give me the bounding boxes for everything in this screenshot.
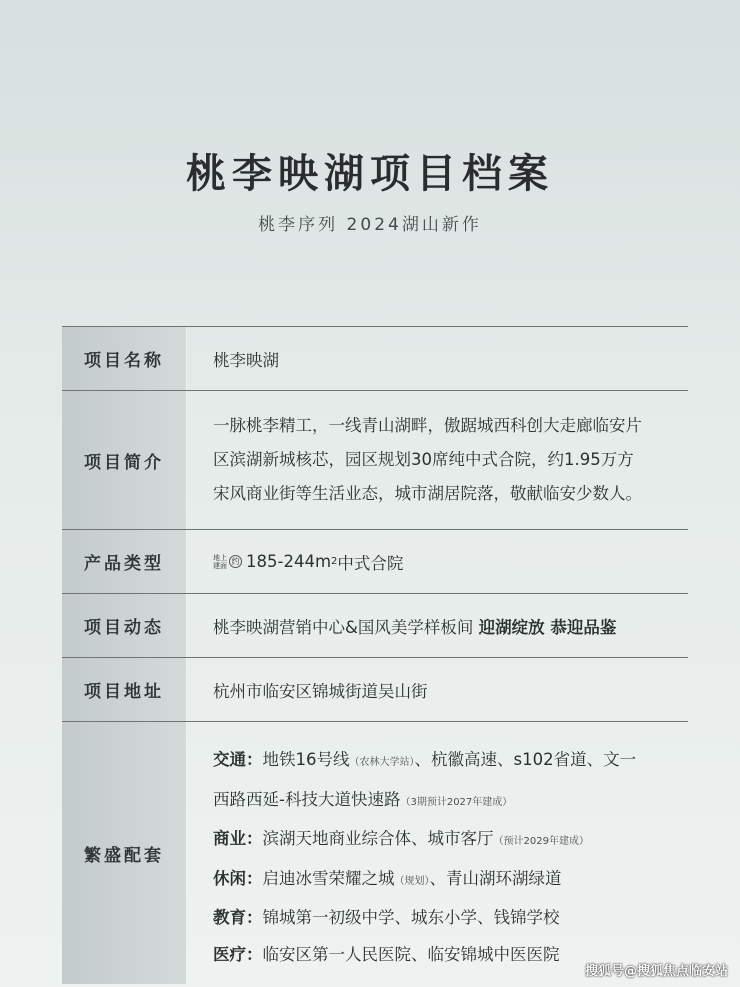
project-profile-table bbox=[62, 326, 688, 984]
intro-line-1: 一脉桃李精工，一线青山湖畔，傲踞城西科创大走廊临安片 bbox=[213, 416, 642, 435]
amenity-education bbox=[213, 900, 636, 937]
tiny-text-bottom: 建面 bbox=[213, 561, 227, 570]
value-project-address: 杭州市临安区锦城街道吴山街 bbox=[213, 681, 428, 701]
label-product-type: 产品类型 bbox=[62, 530, 187, 593]
value-project-news bbox=[187, 594, 688, 657]
tiny-text-top: 地上 bbox=[213, 553, 227, 562]
amenity-key-medical: 医疗： bbox=[213, 944, 263, 964]
area-qualifier bbox=[213, 554, 227, 570]
leisure-greenway: 、青山湖环湖绿道 bbox=[429, 868, 562, 888]
amenity-key-education: 教育： bbox=[213, 908, 263, 927]
traffic-expressway: 西路西延-科技大道快速路 bbox=[213, 789, 401, 809]
page-subtitle: 桃李序列 2024湖山新作 bbox=[258, 215, 482, 235]
label-project-name: 项目名称 bbox=[62, 327, 187, 390]
amenity-key-leisure: 休闲： bbox=[213, 868, 263, 888]
value-product-type bbox=[187, 530, 688, 593]
amenity-medical bbox=[213, 937, 636, 974]
area-range: 185-244m bbox=[246, 552, 332, 571]
value-project-name: 桃李映湖 bbox=[213, 350, 279, 370]
medical-text: 临安区第一人民医院、临安锦城中医医院 bbox=[262, 944, 560, 964]
amenity-commerce bbox=[213, 821, 636, 861]
news-highlight: 迎湖绽放 恭迎品鉴 bbox=[478, 617, 617, 637]
label-project-intro: 项目简介 bbox=[62, 391, 187, 529]
leisure-ice-city: 启迪冰雪荣耀之城 bbox=[262, 868, 395, 888]
leisure-note: （规划） bbox=[394, 875, 430, 887]
row-project-news bbox=[62, 593, 688, 657]
value-amenities bbox=[187, 722, 688, 984]
intro-line-3: 宋风商业街等生活业态，城市湖居院落，敬献临安少数人。 bbox=[213, 484, 642, 503]
traffic-expressway-note: （3期预计2027年建成） bbox=[400, 796, 513, 808]
education-text: 锦城第一初级中学、城东小学、钱锦学校 bbox=[262, 908, 560, 927]
amenity-leisure bbox=[213, 861, 636, 901]
label-project-news: 项目动态 bbox=[62, 594, 187, 657]
label-amenities: 繁盛配套 bbox=[62, 722, 187, 984]
row-project-name bbox=[62, 326, 688, 390]
traffic-metro-note: （农林大学站） bbox=[349, 757, 415, 768]
row-product-type bbox=[62, 529, 688, 593]
value-project-intro bbox=[187, 391, 688, 529]
page-title: 桃李映湖项目档案 bbox=[186, 150, 554, 197]
label-project-address: 项目地址 bbox=[62, 658, 187, 721]
commerce-text: 滨湖天地商业综合体、城市客厅 bbox=[262, 829, 494, 848]
row-amenities bbox=[62, 721, 688, 984]
intro-line-2: 区滨湖新城核芯，园区规划30席纯中式合院，约1.95万方 bbox=[213, 450, 634, 469]
traffic-roads: 、杭徽高速、s102省道、文一 bbox=[414, 750, 637, 769]
amenity-key-traffic: 交通： bbox=[213, 750, 263, 769]
approx-circle-badge: 约 bbox=[229, 555, 242, 568]
row-project-intro bbox=[62, 390, 688, 529]
traffic-metro: 地铁16号线 bbox=[262, 750, 350, 769]
source-watermark: 搜狐号@搜狐焦点临安站 bbox=[584, 964, 728, 979]
commerce-note: （预计2029年建成） bbox=[493, 836, 589, 847]
amenity-key-commerce: 商业： bbox=[213, 829, 263, 848]
row-project-address bbox=[62, 657, 688, 721]
area-unit-sup: 2 bbox=[331, 556, 338, 567]
product-suffix: 中式合院 bbox=[337, 553, 404, 573]
amenity-traffic-line1 bbox=[213, 742, 636, 782]
amenity-traffic-line2 bbox=[213, 782, 636, 822]
news-text: 桃李映湖营销中心&国风美学样板间 bbox=[213, 617, 479, 637]
